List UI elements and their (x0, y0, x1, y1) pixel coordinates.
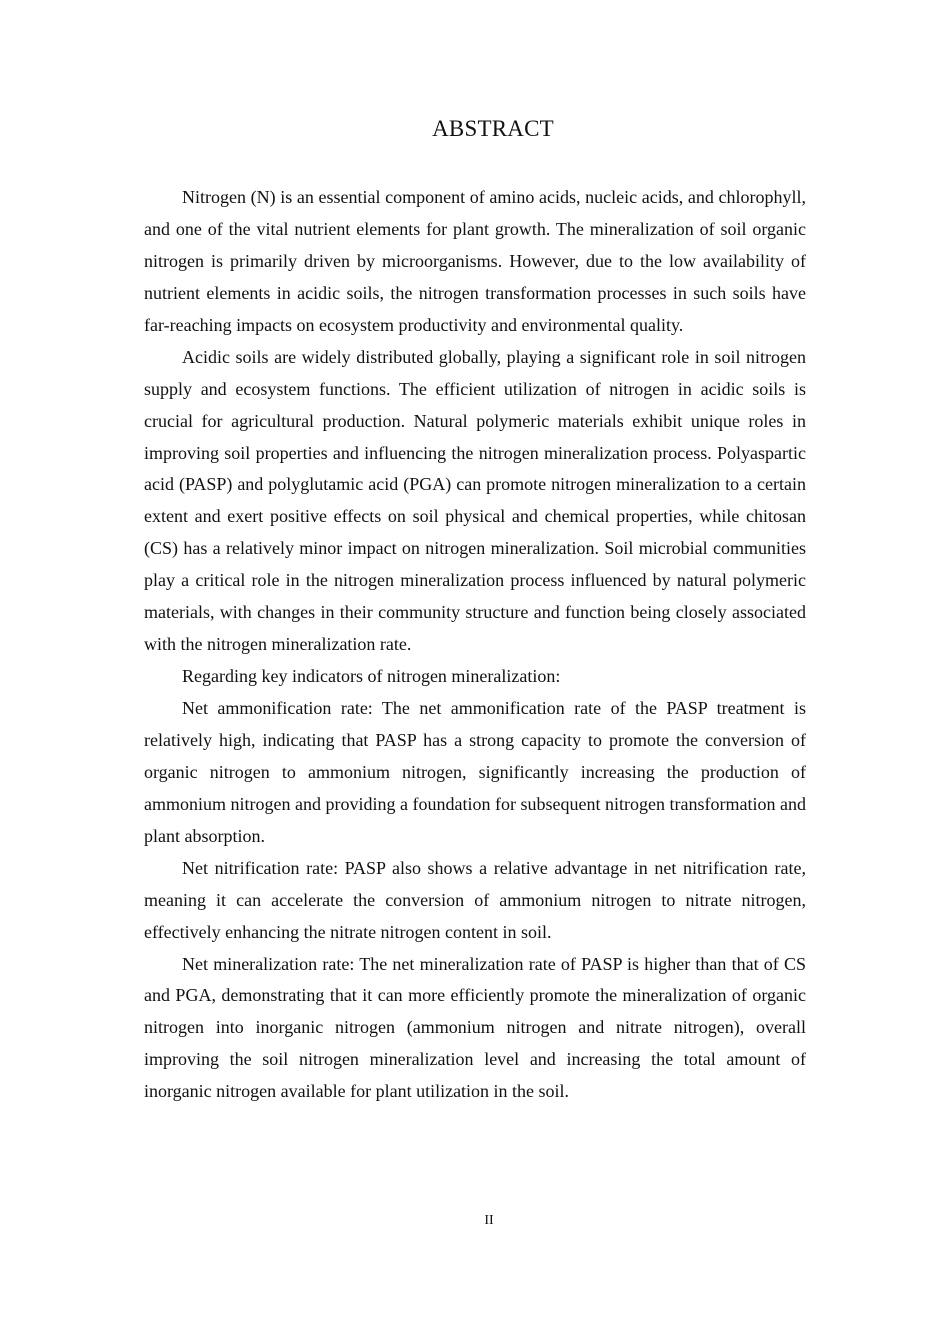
paragraph-net-mineralization: Net mineralization rate: The net mineralization rate of PASP is higher than that of CS and PGA, demonstrating that it can more efficiently promote the mineralization of organic nitrogen into inorganic nitrogen (ammonium nitrogen and nitrate nitrogen), overall improving the soil nitrogen mineralization level and increasing the total amount of inorganic nitrogen available for plant utilization in the soil. (144, 953, 806, 1102)
page-number: II (484, 1213, 494, 1228)
abstract-body (144, 182, 806, 1108)
paragraph-net-nitrification: Net nitrification rate: PASP also shows a relative advantage in net nitrification rate, meaning it can accelerate the conversion of ammonium nitrogen to nitrate nitrogen, effectively enhancing the nitrate nitrogen content in soil. (144, 857, 806, 942)
page-title: ABSTRACT (432, 116, 554, 141)
paragraph-acidic-soils: Acidic soils are widely distributed globally, playing a significant role in soil nitrogen supply and ecosystem functions. The efficient utilization of nitrogen in acidic soils is crucial for agricultural production. Natural polymeric materials exhibit unique roles in improving soil properties and influencing the nitrogen mineralization process. Polyaspartic acid (PASP) and polyglutamic acid (PGA) can promote nitrogen mineralization to a certain extent and exert positive effects on soil physical and chemical properties, while chitosan (CS) has a relatively minor impact on nitrogen mineralization. Soil microbial communities play a critical role in the nitrogen mineralization process influenced by natural polymeric materials, with changes in their community structure and function being closely associated with the nitrogen mineralization rate. (144, 346, 806, 655)
paragraph-key-indicators: Regarding key indicators of nitrogen mineralization: (182, 666, 561, 687)
paragraph-nitrogen-intro: Nitrogen (N) is an essential component of amino acids, nucleic acids, and chlorophyll, and one of the vital nutrient elements for plant growth. The mineralization of soil organic nitrogen is primarily driven by microorganisms. However, due to the low availability of nutrient elements in acidic soils, the nitrogen transformation processes in such soils have far-reaching impacts on ecosystem productivity and environmental quality. (144, 187, 806, 335)
paragraph-net-ammonification: Net ammonification rate: The net ammonification rate of the PASP treatment is relatively high, indicating that PASP has a strong capacity to promote the conversion of organic nitrogen to ammonium nitrogen, significantly increasing the production of ammonium nitrogen and providing a foundation for subsequent nitrogen transformation and plant absorption. (144, 698, 806, 846)
